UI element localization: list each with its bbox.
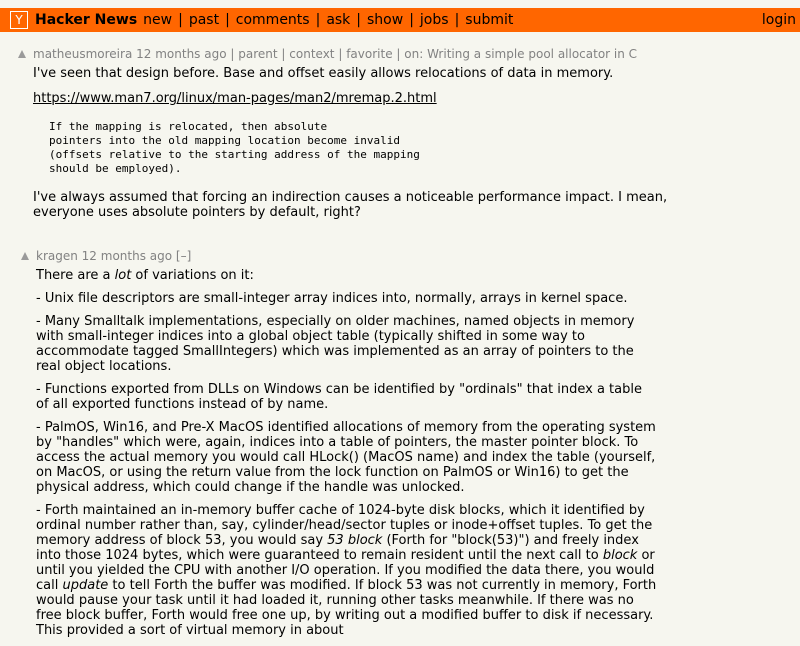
mremap-doc-link[interactable]: https://www.man7.org/linux/man-pages/man2/mremap.2.html <box>33 91 437 106</box>
upvote-arrow-icon[interactable] <box>18 50 26 58</box>
nav-separator: | <box>409 12 414 28</box>
nav-submit-link[interactable]: submit <box>465 12 514 28</box>
context-link[interactable]: context <box>289 47 335 61</box>
comment-paragraph: - Unix file descriptors are small-integer array indices into, normally, arrays in kernel space. <box>36 291 628 306</box>
comment-age-link[interactable]: 12 months ago <box>136 47 227 61</box>
nav-links <box>143 12 513 28</box>
meta-separator: | <box>338 47 347 61</box>
meta-separator: | <box>281 47 290 61</box>
collapse-toggle[interactable]: [–] <box>175 249 192 263</box>
comment-meta <box>36 249 191 263</box>
comment-age-link[interactable]: 12 months ago <box>81 249 173 263</box>
comment-paragraph: - Many Smalltalk implementations, especially on older machines, named objects in memory with small-integer indices into a global object table (typically shifted in some way to accommodate tagged SmallIntegers) which was implemented as an array of pointers to the real object locations. <box>36 314 635 374</box>
comment-body <box>33 66 673 228</box>
meta-separator: | <box>396 47 405 61</box>
login-link[interactable]: login <box>761 12 796 28</box>
comment-body <box>36 268 658 646</box>
comment-paragraph: - Forth maintained an in-memory buffer cache of 1024-byte disk blocks, which it identified by ordinal number rather than, say, cylinder/head/sector tuples or inode+offset tuples. To get the memory address of block 53, you would say 53 block (Forth for "block(53)") and freely index into those 1024 bytes, which were guaranteed to remain resident until the next call to block or until you yielded the CPU with another I/O operation. If you modified the data there, you would call update to tell Forth the buffer was modified. If block 53 was not currently in memory, Forth would pause your task until it had loaded it, running other tasks meanwhile. If there was no free block buffer, Forth would free one up, by writing out a modified buffer to disk if necessary. This provided a sort of virtual memory in about <box>36 503 657 638</box>
nav-separator: | <box>315 12 321 28</box>
top-navigation-bar <box>0 8 800 32</box>
parent-link[interactable]: parent <box>238 47 278 61</box>
nav-separator: | <box>356 12 362 28</box>
site-name-link[interactable]: Hacker News <box>35 12 138 28</box>
nav-past-link[interactable]: past <box>188 12 220 28</box>
story-link[interactable]: Writing a simple pool allocator in C <box>427 47 638 61</box>
emphasis-text: lot <box>114 268 132 283</box>
nav-separator: | <box>454 12 460 28</box>
emphasis-text: update <box>62 578 109 593</box>
meta-separator: | <box>230 47 239 61</box>
comment-paragraph: There are a lot of variations on it: <box>36 268 254 283</box>
emphasis-text: 53 block <box>327 533 383 548</box>
comment-user-link[interactable]: kragen <box>36 249 78 263</box>
upvote-arrow-icon[interactable] <box>21 252 29 260</box>
quoted-code-block: If the mapping is relocated, then absolute pointers into the old mapping location become invalid (offsets relative to the starting address of the mapping should be employed). <box>49 120 420 175</box>
nav-ask-link[interactable]: ask <box>326 12 351 28</box>
nav-comments-link[interactable]: comments <box>235 12 310 28</box>
emphasis-text: block <box>602 548 638 563</box>
nav-separator: | <box>178 12 183 28</box>
hn-logo-icon[interactable]: Y <box>10 11 28 29</box>
comment-paragraph: - PalmOS, Win16, and Pre-X MacOS identified allocations of memory from the operating system by "handles" which were, again, indices into a table of pointers, the master pointer block. To access the actual memory you would call HLock() (MacOS name) and index the table (yourself, on MacOS, or using the return value from the lock function on PalmOS or Win16) to get the physical address, which could change if the handle was unlocked. <box>36 420 656 495</box>
comment-meta <box>33 47 637 61</box>
nav-separator: | <box>225 12 230 28</box>
nav-show-link[interactable]: show <box>367 12 404 28</box>
nav-jobs-link[interactable]: jobs <box>419 12 449 28</box>
on-label: on: <box>404 47 424 61</box>
comment-paragraph: - Functions exported from DLLs on Windows can be identified by "ordinals" that index a table of all exported functions instead of by name. <box>36 382 642 412</box>
comment-user-link[interactable]: matheusmoreira <box>33 47 133 61</box>
comment-paragraph: I've always assumed that forcing an indirection causes a noticeable performance impact. I mean, everyone uses absolute pointers by default, right? <box>33 190 668 220</box>
nav-new-link[interactable]: new <box>143 12 173 28</box>
favorite-link[interactable]: favorite <box>346 47 393 61</box>
comment-paragraph: I've seen that design before. Base and offset easily allows relocations of data in memory. <box>33 66 614 81</box>
